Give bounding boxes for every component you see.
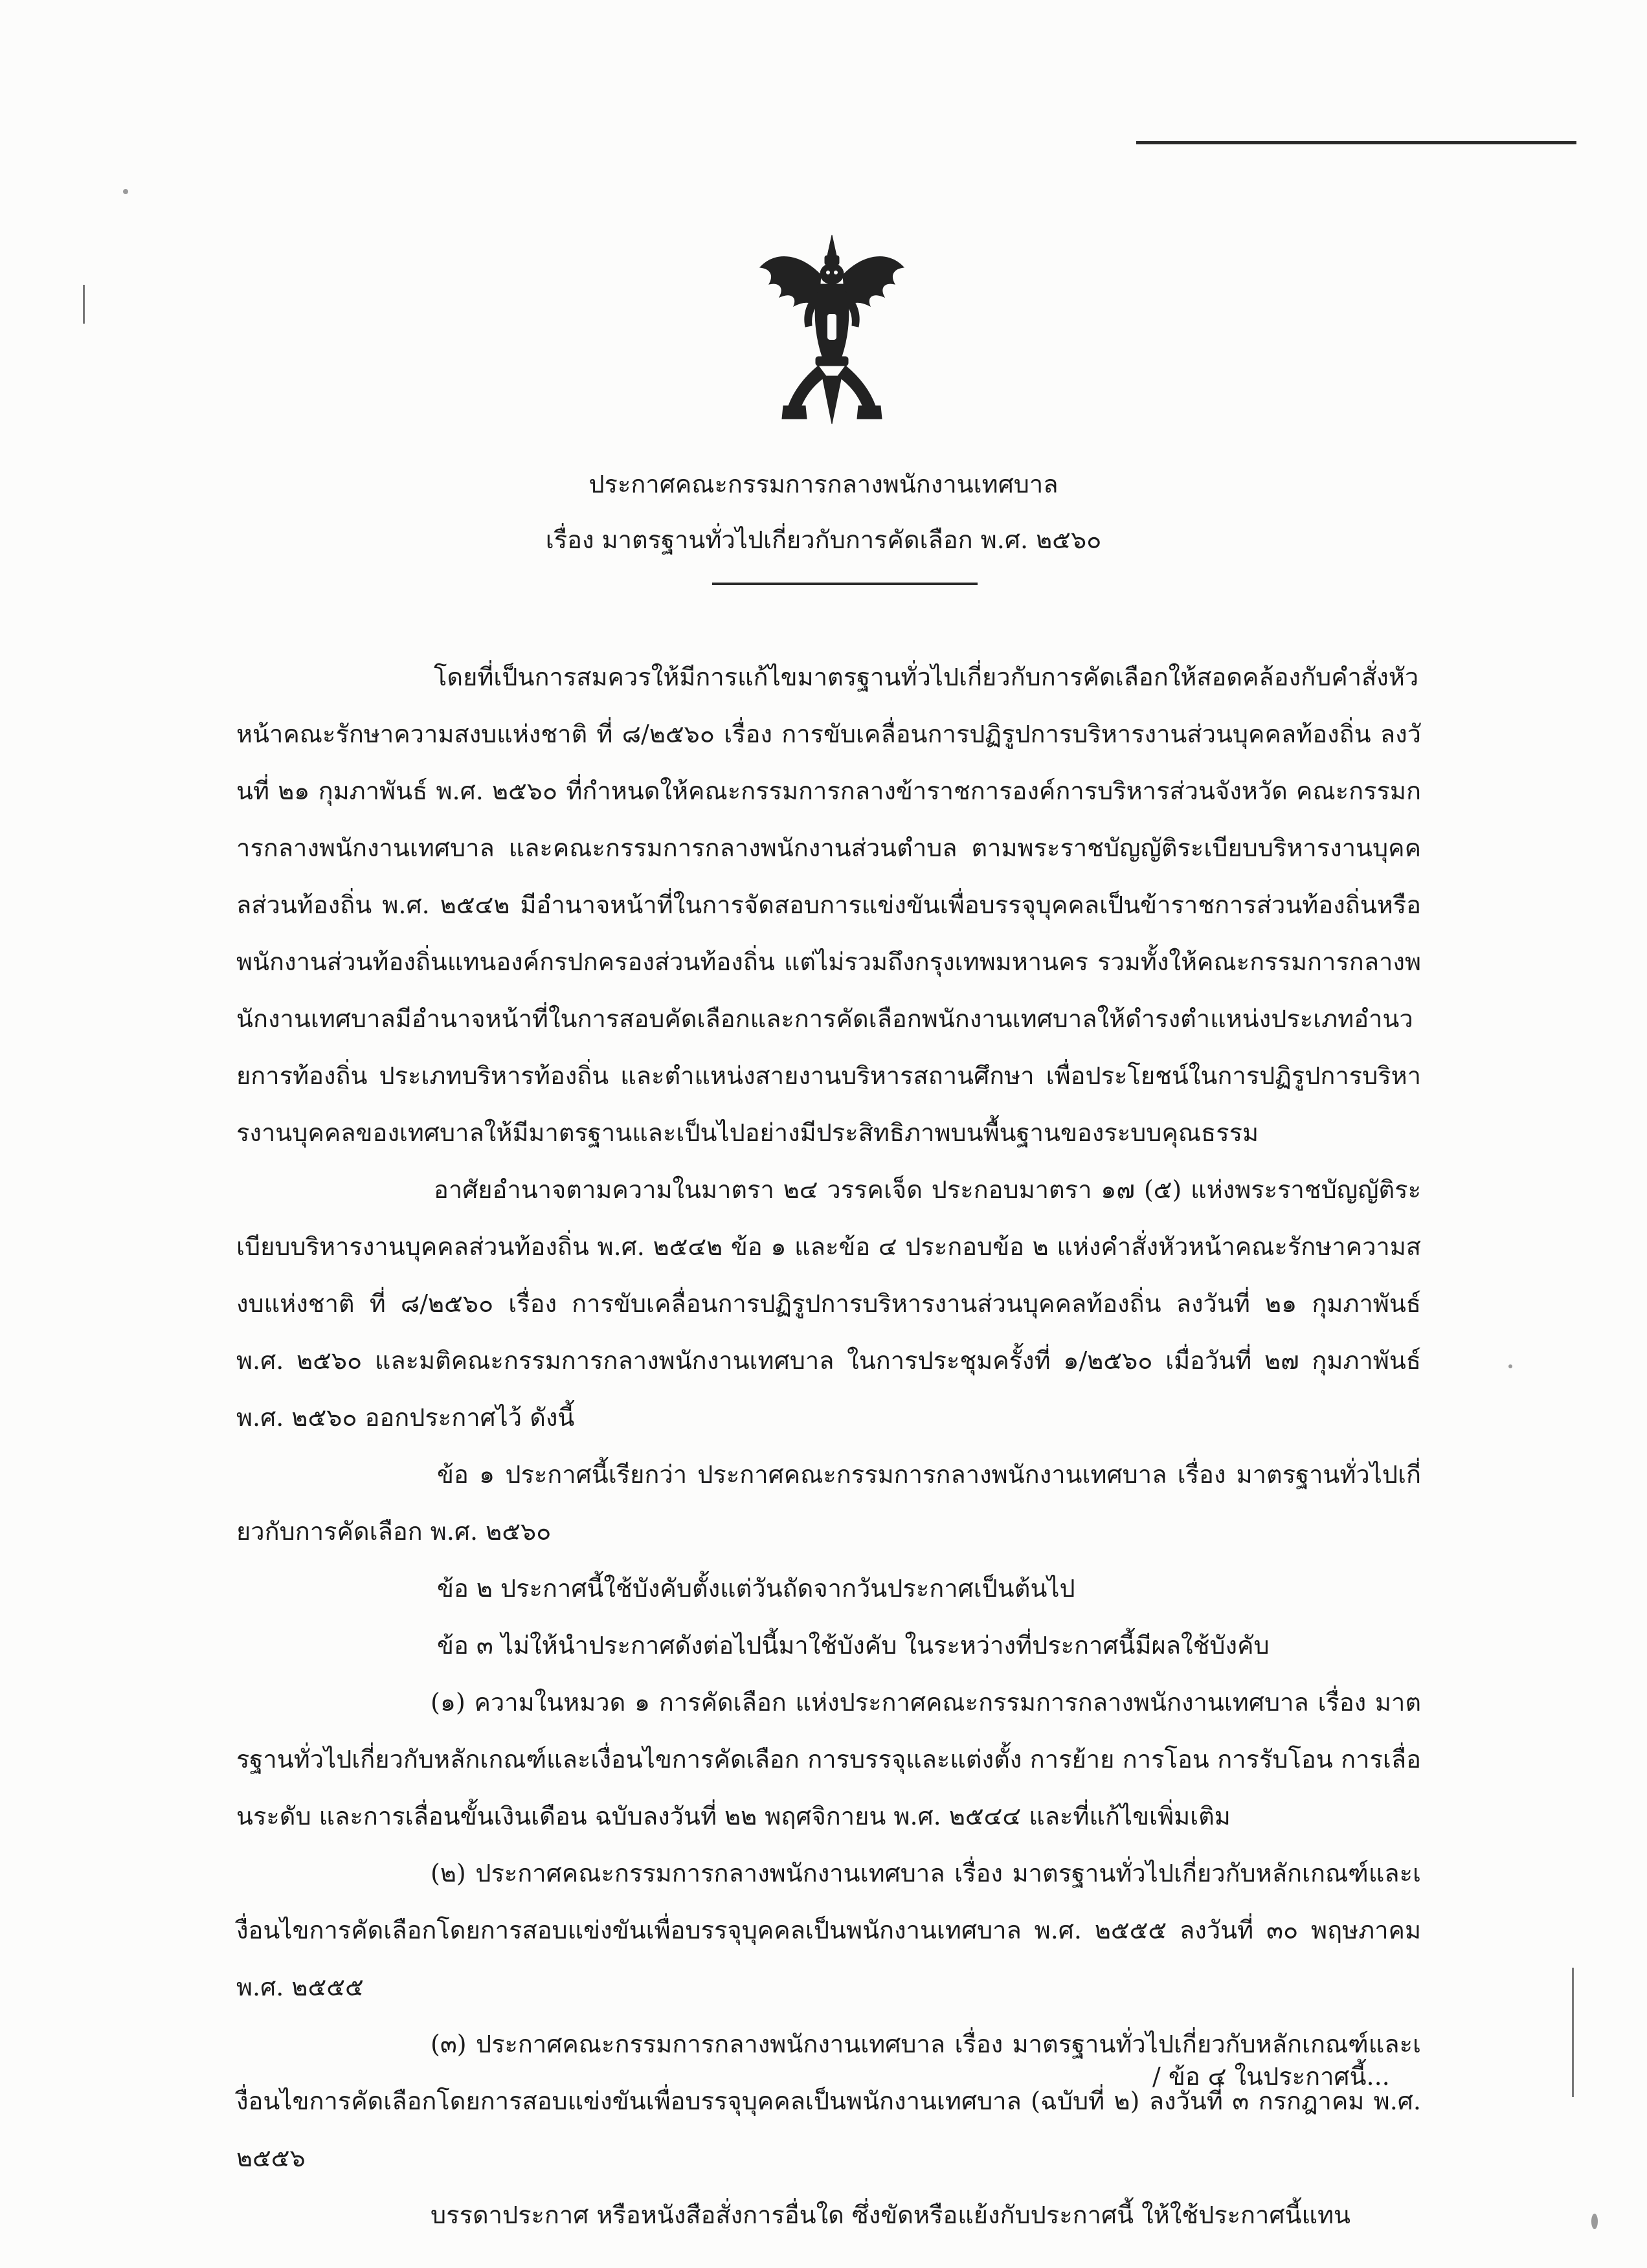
paragraph-authority: อาศัยอำนาจตามความในมาตรา ๒๔ วรรคเจ็ด ประกอบมาตรา ๑๗ (๕) แห่งพระราชบัญญัติระเบียบบริหารงานบุคคลส่วนท้องถิ่น พ.ศ. ๒๕๔๒ ข้อ ๑ และข้อ ๔ ประกอบข้อ ๒ แห่งคำสั่งหัวหน้าคณะรักษาความสงบแห่งชาติ ที่ ๘/๒๕๖๐ เรื่อง การขับเคลื่อนการปฏิรูปการบริหารงานส่วนบุคคลท้องถิ่น ลงวันที่ ๒๑ กุมภาพันธ์ พ.ศ. ๒๕๖๐ และมติคณะกรรมการกลางพนักงานเทศบาล ในการประชุมครั้งที่ ๑/๒๕๖๐ เมื่อวันที่ ๒๗ กุมภาพันธ์ พ.ศ. ๒๕๖๐ ออกประกาศไว้ ดังนี้	[236, 1175, 1421, 1432]
continuation-note: / ข้อ ๔ ในประกาศนี้...	[1152, 2062, 1390, 2091]
title-rule	[712, 583, 978, 585]
paragraph-clause-3: ข้อ ๓ ไม่ให้นำประกาศดังต่อไปนี้มาใช้บังคับ ในระหว่างที่ประกาศนี้มีผลใช้บังคับ	[437, 1631, 1270, 1660]
garuda-emblem-icon	[751, 230, 913, 434]
title-line-1: ประกาศคณะกรรมการกลางพนักงานเทศบาล	[588, 470, 1059, 498]
document-title	[194, 456, 1453, 568]
scan-mark	[1572, 1968, 1574, 2097]
paragraph-item-3: (๓) ประกาศคณะกรรมการกลางพนักงานเทศบาล เรื่อง มาตรฐานทั่วไปเกี่ยวกับหลักเกณฑ์และเงื่อนไขการคัดเลือกโดยการสอบแข่งขันเพื่อบรรจุบุคคลเป็นพนักงานเทศบาล (ฉบับที่ ๒) ลงวันที่ ๓ กรกฎาคม พ.ศ. ๒๕๕๖	[236, 2030, 1421, 2172]
scan-speck	[123, 189, 128, 194]
scan-speck	[1591, 2214, 1598, 2229]
paragraph-clause-2: ข้อ ๒ ประกาศนี้ใช้บังคับตั้งแต่วันถัดจากวันประกาศเป็นต้นไป	[437, 1574, 1075, 1603]
header-rule	[1136, 141, 1576, 144]
scan-mark	[83, 285, 85, 324]
paragraph-item-1: (๑) ความในหมวด ๑ การคัดเลือก แห่งประกาศคณะกรรมการกลางพนักงานเทศบาล เรื่อง มาตรฐานทั่วไปเกี่ยวกับหลักเกณฑ์และเงื่อนไขการคัดเลือก การบรรจุและแต่งตั้ง การย้าย การโอน การรับโอน การเลื่อนระดับ และการเลื่อนขั้นเงินเดือน ฉบับลงวันที่ ๒๒ พฤศจิกายน พ.ศ. ๒๕๔๔ และที่แก้ไขเพิ่มเติม	[236, 1688, 1421, 1830]
title-line-2: เรื่อง มาตรฐานทั่วไปเกี่ยวกับการคัดเลือก พ.ศ. ๒๕๖๐	[545, 526, 1102, 554]
paragraph-closing: บรรดาประกาศ หรือหนังสือสั่งการอื่นใด ซึ่งขัดหรือแย้งกับประกาศนี้ ให้ใช้ประกาศนี้แทน	[431, 2201, 1350, 2229]
document-body	[236, 649, 1421, 2243]
scan-speck	[1508, 1364, 1512, 1368]
paragraph-preamble: โดยที่เป็นการสมควรให้มีการแก้ไขมาตรฐานทั่วไปเกี่ยวกับการคัดเลือกให้สอดคล้องกับคำสั่งหัวหน้าคณะรักษาความสงบแห่งชาติ ที่ ๘/๒๕๖๐ เรื่อง การขับเคลื่อนการปฏิรูปการบริหารงานส่วนบุคคลท้องถิ่น ลงวันที่ ๒๑ กุมภาพันธ์ พ.ศ. ๒๕๖๐ ที่กำหนดให้คณะกรรมการกลางข้าราชการองค์การบริหารส่วนจังหวัด คณะกรรมการกลางพนักงานเทศบาล และคณะกรรมการกลางพนักงานส่วนตำบล ตามพระราชบัญญัติระเบียบบริหารงานบุคคลส่วนท้องถิ่น พ.ศ. ๒๕๔๒ มีอำนาจหน้าที่ในการจัดสอบการแข่งขันเพื่อบรรจุบุคคลเป็นข้าราชการส่วนท้องถิ่นหรือพนักงานส่วนท้องถิ่นแทนองค์กรปกครองส่วนท้องถิ่น แต่ไม่รวมถึงกรุงเทพมหานคร รวมทั้งให้คณะกรรมการกลางพนักงานเทศบาลมีอำนาจหน้าที่ในการสอบคัดเลือกและการคัดเลือกพนักงานเทศบาลให้ดำรงตำแหน่งประเภทอำนวยการท้องถิ่น ประเภทบริหารท้องถิ่น และตำแหน่งสายงานบริหารสถานศึกษา เพื่อประโยชน์ในการปฏิรูปการบริหารงานบุคคลของเทศบาลให้มีมาตรฐานและเป็นไปอย่างมีประสิทธิภาพบนพื้นฐานของระบบคุณธรรม	[236, 663, 1421, 1147]
paragraph-item-2: (๒) ประกาศคณะกรรมการกลางพนักงานเทศบาล เรื่อง มาตรฐานทั่วไปเกี่ยวกับหลักเกณฑ์และเงื่อนไขการคัดเลือกโดยการสอบแข่งขันเพื่อบรรจุบุคคลเป็นพนักงานเทศบาล พ.ศ. ๒๕๕๕ ลงวันที่ ๓๐ พฤษภาคม พ.ศ. ๒๕๕๕	[236, 1859, 1421, 2001]
paragraph-clause-1: ข้อ ๑ ประกาศนี้เรียกว่า ประกาศคณะกรรมการกลางพนักงานเทศบาล เรื่อง มาตรฐานทั่วไปเกี่ยวกับการคัดเลือก พ.ศ. ๒๕๖๐	[236, 1460, 1421, 1546]
